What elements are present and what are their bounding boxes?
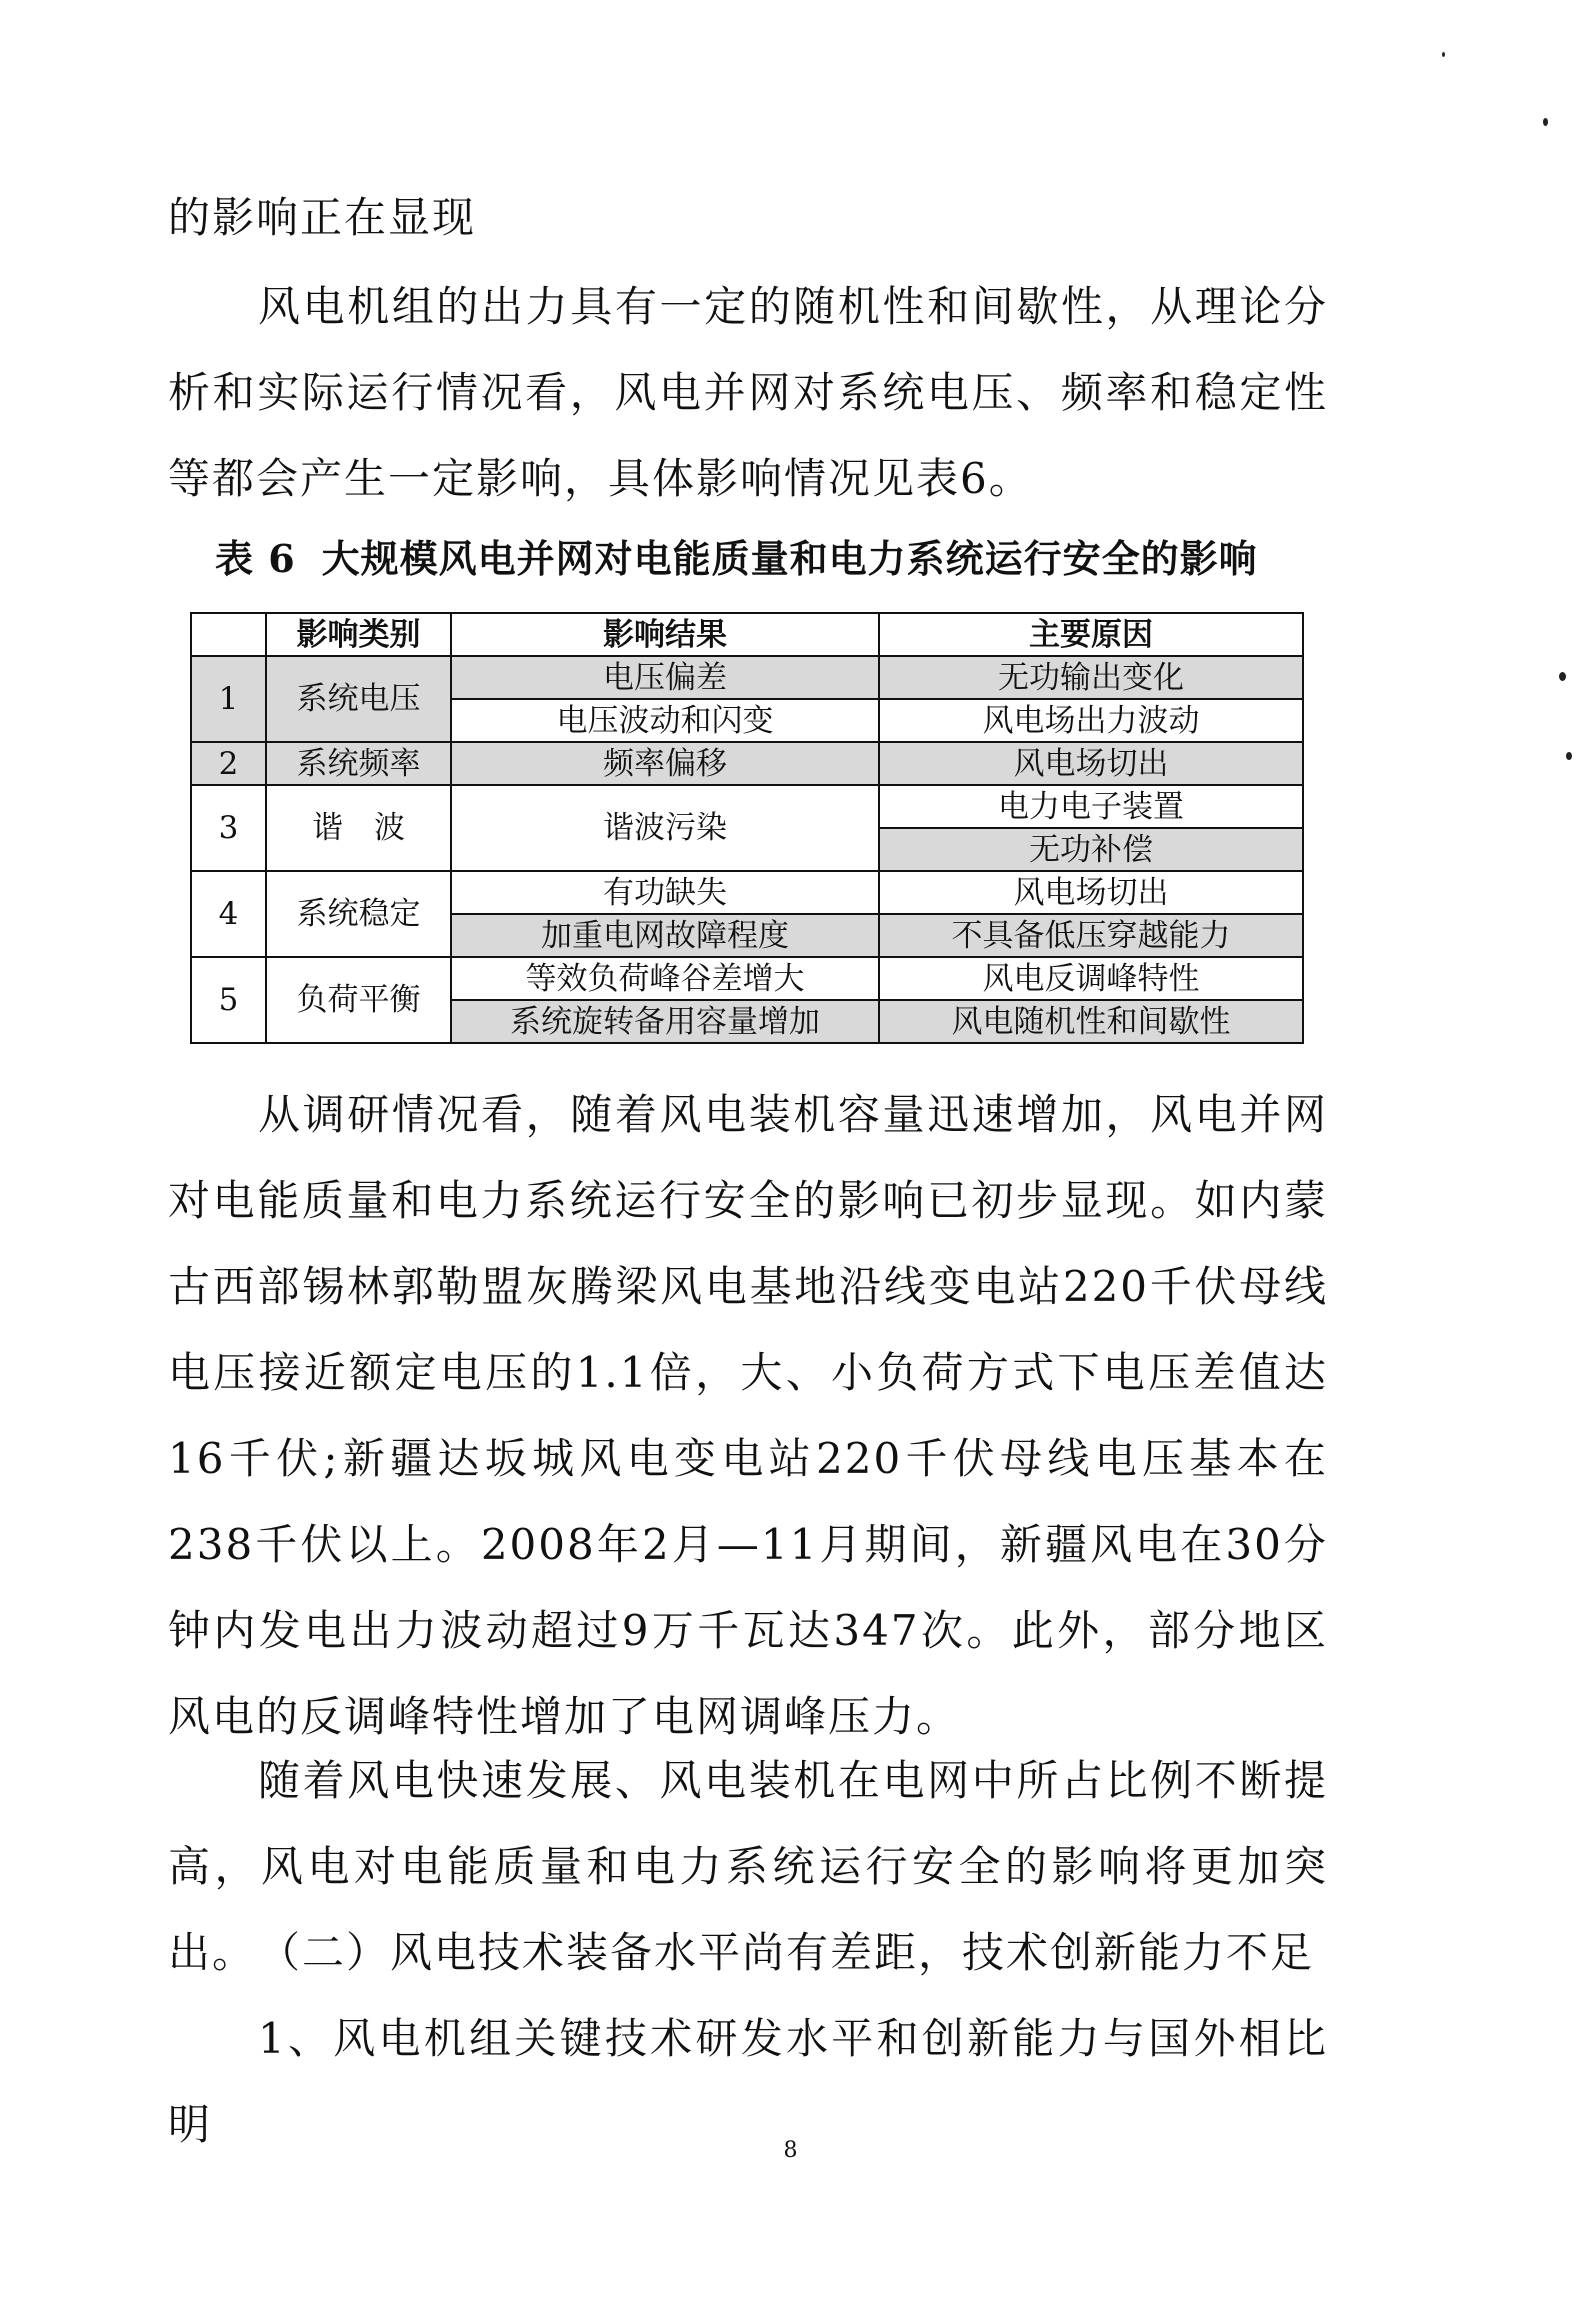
row-category: 系统频率: [266, 742, 451, 785]
row-cause: 风电场切出: [879, 742, 1303, 785]
row-result: 加重电网故障程度: [451, 914, 879, 957]
row-cause: 风电反调峰特性: [879, 957, 1303, 1000]
row-number: 4: [191, 871, 266, 957]
row-cause: 风电随机性和间歇性: [879, 1000, 1303, 1043]
row-number: 3: [191, 785, 266, 871]
scan-speck: [1566, 752, 1572, 760]
row-cause: 电力电子装置: [879, 785, 1303, 828]
row-result: 有功缺失: [451, 871, 879, 914]
paragraph-point-one: 1、风电机组关键技术研发水平和创新能力与国外相比明: [168, 2014, 1328, 2149]
impact-table: [190, 612, 1304, 1044]
table-caption: [215, 528, 1258, 583]
row-number: 1: [191, 656, 266, 742]
row-category: 系统电压: [266, 656, 451, 742]
table-header-row: [191, 613, 1303, 656]
table-row: [191, 656, 1303, 699]
scan-speck: [1442, 52, 1445, 57]
row-result: 等效负荷峰谷差增大: [451, 957, 879, 1000]
row-number: 5: [191, 957, 266, 1043]
table-row: [191, 742, 1303, 785]
row-result: 谐波污染: [451, 785, 879, 871]
row-result: 电压波动和闪变: [451, 699, 879, 742]
header-category: 影响类别: [266, 613, 451, 656]
row-result: 系统旋转备用容量增加: [451, 1000, 879, 1043]
table-row: [191, 871, 1303, 914]
paragraph-continuation: 的影响正在显现: [168, 193, 477, 242]
row-cause: 风电场出力波动: [879, 699, 1303, 742]
row-category: 系统稳定: [266, 871, 451, 957]
row-result: 频率偏移: [451, 742, 879, 785]
row-cause: 无功补偿: [879, 828, 1303, 871]
page-number: 8: [783, 2138, 798, 2163]
header-number: [191, 613, 266, 656]
row-category: 负荷平衡: [266, 957, 451, 1043]
scan-speck: [1559, 672, 1566, 681]
header-result: 影响结果: [451, 613, 879, 656]
row-result: 电压偏差: [451, 656, 879, 699]
table-caption-title: 大规模风电并网对电能质量和电力系统运行安全的影响: [321, 536, 1258, 581]
header-cause: 主要原因: [879, 613, 1303, 656]
table-caption-number: 表 6: [215, 536, 296, 581]
row-cause: 无功输出变化: [879, 656, 1303, 699]
row-cause: 不具备低压穿越能力: [879, 914, 1303, 957]
scan-speck: [1543, 118, 1548, 126]
paragraph-wind-output: 风电机组的出力具有一定的随机性和间歇性，从理论分析和实际运行情况看，风电并网对系统电压、频率和稳定性等都会产生一定影响，具体影响情况见表6。: [168, 282, 1328, 503]
table-row: [191, 785, 1303, 828]
row-number: 2: [191, 742, 266, 785]
paragraph-survey-findings: 从调研情况看，随着风电装机容量迅速增加，风电并网对电能质量和电力系统运行安全的影响已初步显现。如内蒙古西部锡林郭勒盟灰腾梁风电基地沿线变电站220千伏母线电压接近额定电压的1.1倍，大、小负荷方式下电压差值达16千伏;新疆达坂城风电变电站220千伏母线电压基本在238千伏以上。2008年2月—11月期间，新疆风电在30分钟内发电出力波动超过9万千瓦达347次。此外，部分地区风电的反调峰特性增加了电网调峰压力。: [168, 1090, 1328, 1741]
paragraph-future-impact: 随着风电快速发展、风电装机在电网中所占比例不断提高，风电对电能质量和电力系统运行安全的影响将更加突出。: [168, 1756, 1328, 1977]
table-row: [191, 957, 1303, 1000]
row-category: 谐 波: [266, 785, 451, 871]
row-cause: 风电场切出: [879, 871, 1303, 914]
section-heading: （二）风电技术装备水平尚有差距，技术创新能力不足: [258, 1928, 1315, 1977]
